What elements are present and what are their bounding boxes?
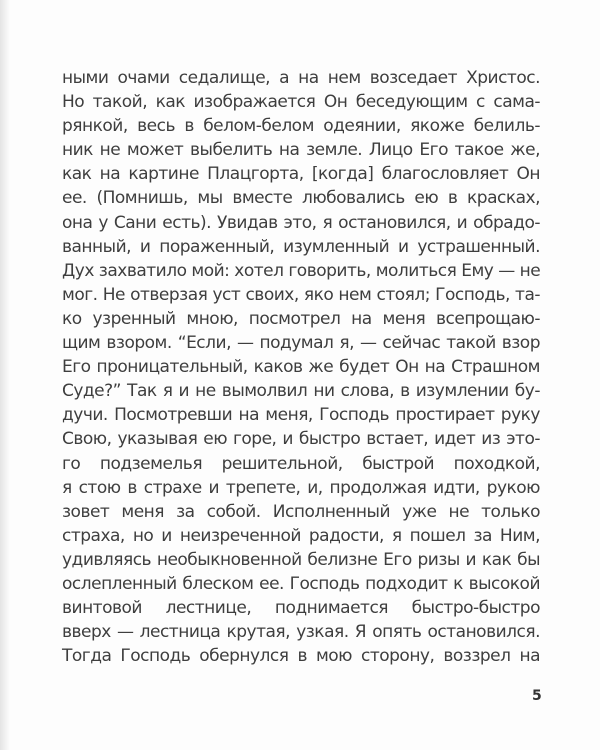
text-line: мог. Не отверзая уст своих, яко нем стоял; Господь, та-: [62, 284, 540, 305]
text-line: удивляясь необыкновенной белизне Его ризы и как бы: [62, 549, 540, 570]
text-line: страха, но и неизреченной радости, я пошел за Ним,: [62, 525, 540, 546]
text-line: ее. (Помнишь, мы вместе любовались ею в красках,: [62, 188, 540, 209]
text-line: зовет меня за собой. Исполненный уже не только: [62, 501, 540, 522]
page-edge-shadow: [0, 0, 10, 750]
text-line: она у Сани есть). Увидав это, я остановился, и обрадо-: [62, 212, 540, 233]
body-text: [62, 66, 540, 668]
text-line: рянкой, весь в белом-белом одеянии, якоже белиль-: [62, 116, 540, 137]
text-line: ванный, и пораженный, изумленный и устрашенный.: [62, 236, 540, 257]
text-line: ко узренный мною, посмотрел на меня всепрощаю-: [62, 308, 540, 329]
text-line: ослепленный блеском ее. Господь подходит к высокой: [62, 573, 540, 594]
text-line: Свою, указывая ею горе, и быстро встает, идет из это-: [62, 429, 540, 450]
text-line: дучи. Посмотревши на меня, Господь простирает руку: [62, 405, 540, 426]
text-line: вверх — лестница крутая, узкая. Я опять остановился.: [62, 622, 540, 643]
text-line: Его проницательный, каков же будет Он на Страшном: [62, 357, 540, 378]
text-line: Дух захватило мой: хотел говорить, молиться Ему — не: [62, 260, 541, 281]
page-number: 5: [532, 688, 542, 704]
text-line: я стою в страхе и трепете, и, продолжая идти, рукою: [62, 477, 540, 498]
text-line: Но такой, как изображается Он беседующим с сама-: [62, 92, 540, 113]
text-line: Суде?” Так я и не вымолвил ни слова, в изумлении бу-: [62, 381, 540, 402]
text-line: винтовой лестнице, поднимается быстро-быстро: [62, 598, 540, 619]
text-line: как на картине Плацгорта, [когда] благословляет Он: [62, 164, 540, 185]
text-line: Тогда Господь обернулся в мою сторону, воззрел на: [62, 646, 540, 667]
text-line: ными очами седалище, а на нем возседает Христос.: [62, 68, 540, 88]
text-line: ник не может выбелить на земле. Лицо Его такое же,: [62, 140, 540, 161]
text-line: щим взором. “Если, — подумал я, — сейчас такой взор: [62, 333, 540, 354]
text-line: го подземелья решительной, быстрой походкой,: [62, 453, 540, 474]
